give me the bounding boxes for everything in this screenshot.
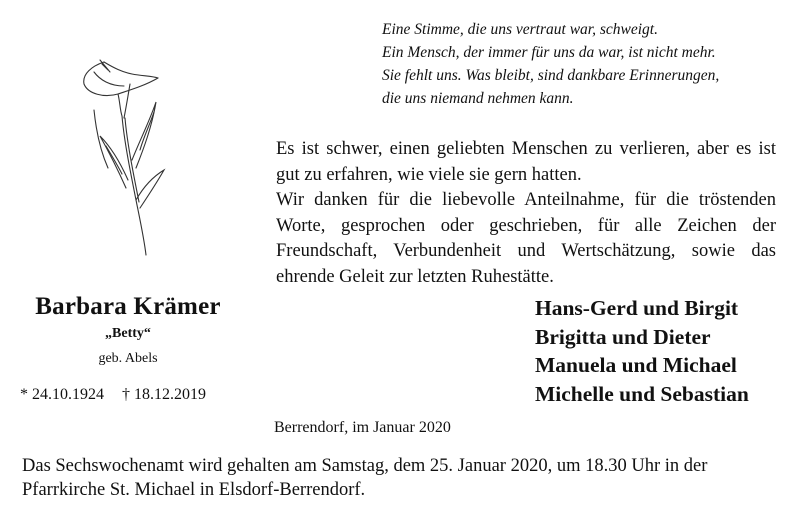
family-member: Hans-Gerd und Birgit <box>535 296 739 320</box>
thank-you-text <box>276 137 776 291</box>
service-notice: Das Sechswochenamt wird gehalten am Samstag, dem 25. Januar 2020, um 18.30 Uhr in der Pfarrkirche St. Michael in Elsdorf-Berrendorf. <box>22 456 708 500</box>
poem <box>382 18 792 110</box>
poem-line: Ein Mensch, der immer für uns da war, ist nicht mehr. <box>382 44 716 61</box>
deceased-nickname: „Betty“ <box>105 326 151 341</box>
birth-date: * 24.10.1924 <box>20 386 104 403</box>
life-dates <box>20 386 220 404</box>
poem-line: Sie fehlt uns. Was bleibt, sind dankbare Erinnerungen, <box>382 67 720 84</box>
place-date: Berrendorf, im Januar 2020 <box>274 419 451 436</box>
family-member: Michelle und Sebastian <box>535 381 749 406</box>
deceased-name: Barbara Krämer <box>35 293 221 320</box>
thanks-paragraph-2: Wir danken für die liebevolle Anteilnahme, für die tröstenden Worte, gesprochen oder geschrieben, für alle Zeichen der Freundschaft, Verbundenheit und Wertschätzung, sowie das ehrende Geleit zur letzten Ruhestätte. <box>276 190 776 287</box>
family-names <box>535 294 785 408</box>
family-member: Manuela und Michael <box>535 353 737 377</box>
deceased-maiden-name: geb. Abels <box>98 351 158 366</box>
death-date: † 18.12.2019 <box>122 386 206 403</box>
thanks-paragraph-1: Es ist schwer, einen geliebten Menschen zu verlieren, aber es ist gut zu erfahren, wie viele sie gern hatten. <box>276 139 776 185</box>
poem-line: die uns niemand nehmen kann. <box>382 90 574 107</box>
poem-line: Eine Stimme, die uns vertraut war, schweigt. <box>382 21 658 38</box>
calla-lily-drawing-icon <box>70 50 180 260</box>
family-member: Brigitta und Dieter <box>535 324 711 349</box>
